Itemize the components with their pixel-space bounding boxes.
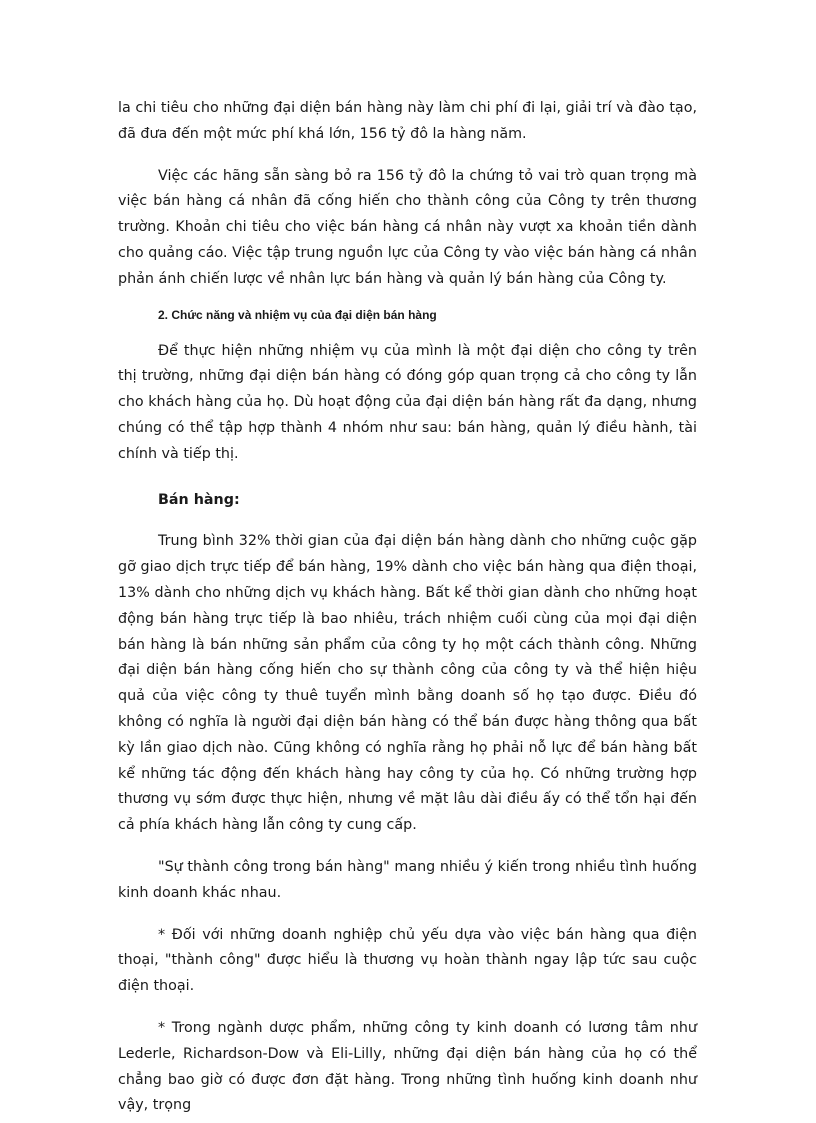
subheading-sales: Bán hàng: xyxy=(158,491,240,508)
paragraph-expenses-continued: la chi tiêu cho những đại diện bán hàng này làm chi phí đi lại, giải trí và đào tạo, đã đưa đến một mức phí khá lớn, 156 tỷ đô la hàng năm. xyxy=(118,100,697,142)
paragraph-pharmaceutical: * Trong ngành dược phẩm, những công ty kinh doanh có lương tâm như Lederle, Richardson-Dow và Eli-Lilly, những đại diện bán hàng của họ có thể chẳng bao giờ có được đơn đặt hàng. Trong những tình huống kinh doanh như vậy, trọng xyxy=(118,1019,697,1114)
paragraph-rep-functions: Để thực hiện những nhiệm vụ của mình là một đại diện cho công ty trên thị trường, những đại diện bán hàng có đóng góp quan trọng cả cho công ty lẫn cho khách hàng của họ. Dù hoạt động của đại diện bán hàng rất đa dạng, nhưng chúng có thể tập hợp thành 4 nhóm như sau: bán hàng, quản lý điều hành, tài chính và tiếp thị. xyxy=(118,342,697,462)
paragraph-sales-success: "Sự thành công trong bán hàng" mang nhiều ý kiến trong nhiều tình huống kinh doanh khác nhau. xyxy=(118,858,697,901)
section-heading: 2. Chức năng và nhiệm vụ của đại diện bán hàng xyxy=(158,307,437,322)
paragraph-telephone-sales: * Đối với những doanh nghiệp chủ yếu dựa vào việc bán hàng qua điện thoại, "thành công" được hiểu là thương vụ hoàn thành ngay lập tức sau cuộc điện thoại. xyxy=(118,926,697,995)
paragraph-time-allocation: Trung bình 32% thời gian của đại diện bán hàng dành cho những cuộc gặp gỡ giao dịch trực tiếp để bán hàng, 19% dành cho việc bán hàng qua điện thoại, 13% dành cho những dịch vụ khách hàng. Bất kể thời gian dành cho những hoạt động bán hàng trực tiếp là bao nhiêu, trách nhiệm cuối cùng của mọi đại diện bán hàng là bán những sản phẩm của công ty họ một cách thành công. Những đại diện bán hàng cống hiến cho sự thành công của công ty và thể hiện hiệu quả của việc công ty thuê tuyển mình bằng doanh số họ tạo được. Điều đó không có nghĩa là người đại diện bán hàng có thể bán được hàng thông qua bất kỳ lần giao dịch nào. Cũng không có nghĩa rằng họ phải nỗ lực để bán hàng bất kể những tác động đến khách hàng hay công ty của họ. Có những trường hợp thương vụ sớm được thực hiện, nhưng về mặt lâu dài điều ấy có thể tổn hại đến cả phía khách hàng lẫn công ty cung cấp. xyxy=(118,533,697,834)
paragraph-personal-selling-role: Việc các hãng sẵn sàng bỏ ra 156 tỷ đô la chứng tỏ vai trò quan trọng mà việc bán hàng cá nhân đã cống hiến cho thành công của Công ty trên thương trường. Khoản chi tiêu cho việc bán hàng cá nhân này vượt xa khoản tiền dành cho quảng cáo. Việc tập trung nguồn lực của Công ty vào việc bán hàng cá nhân phản ánh chiến lược về nhân lực bán hàng và quản lý bán hàng của Công ty. xyxy=(118,167,697,287)
document-page xyxy=(118,96,697,1119)
